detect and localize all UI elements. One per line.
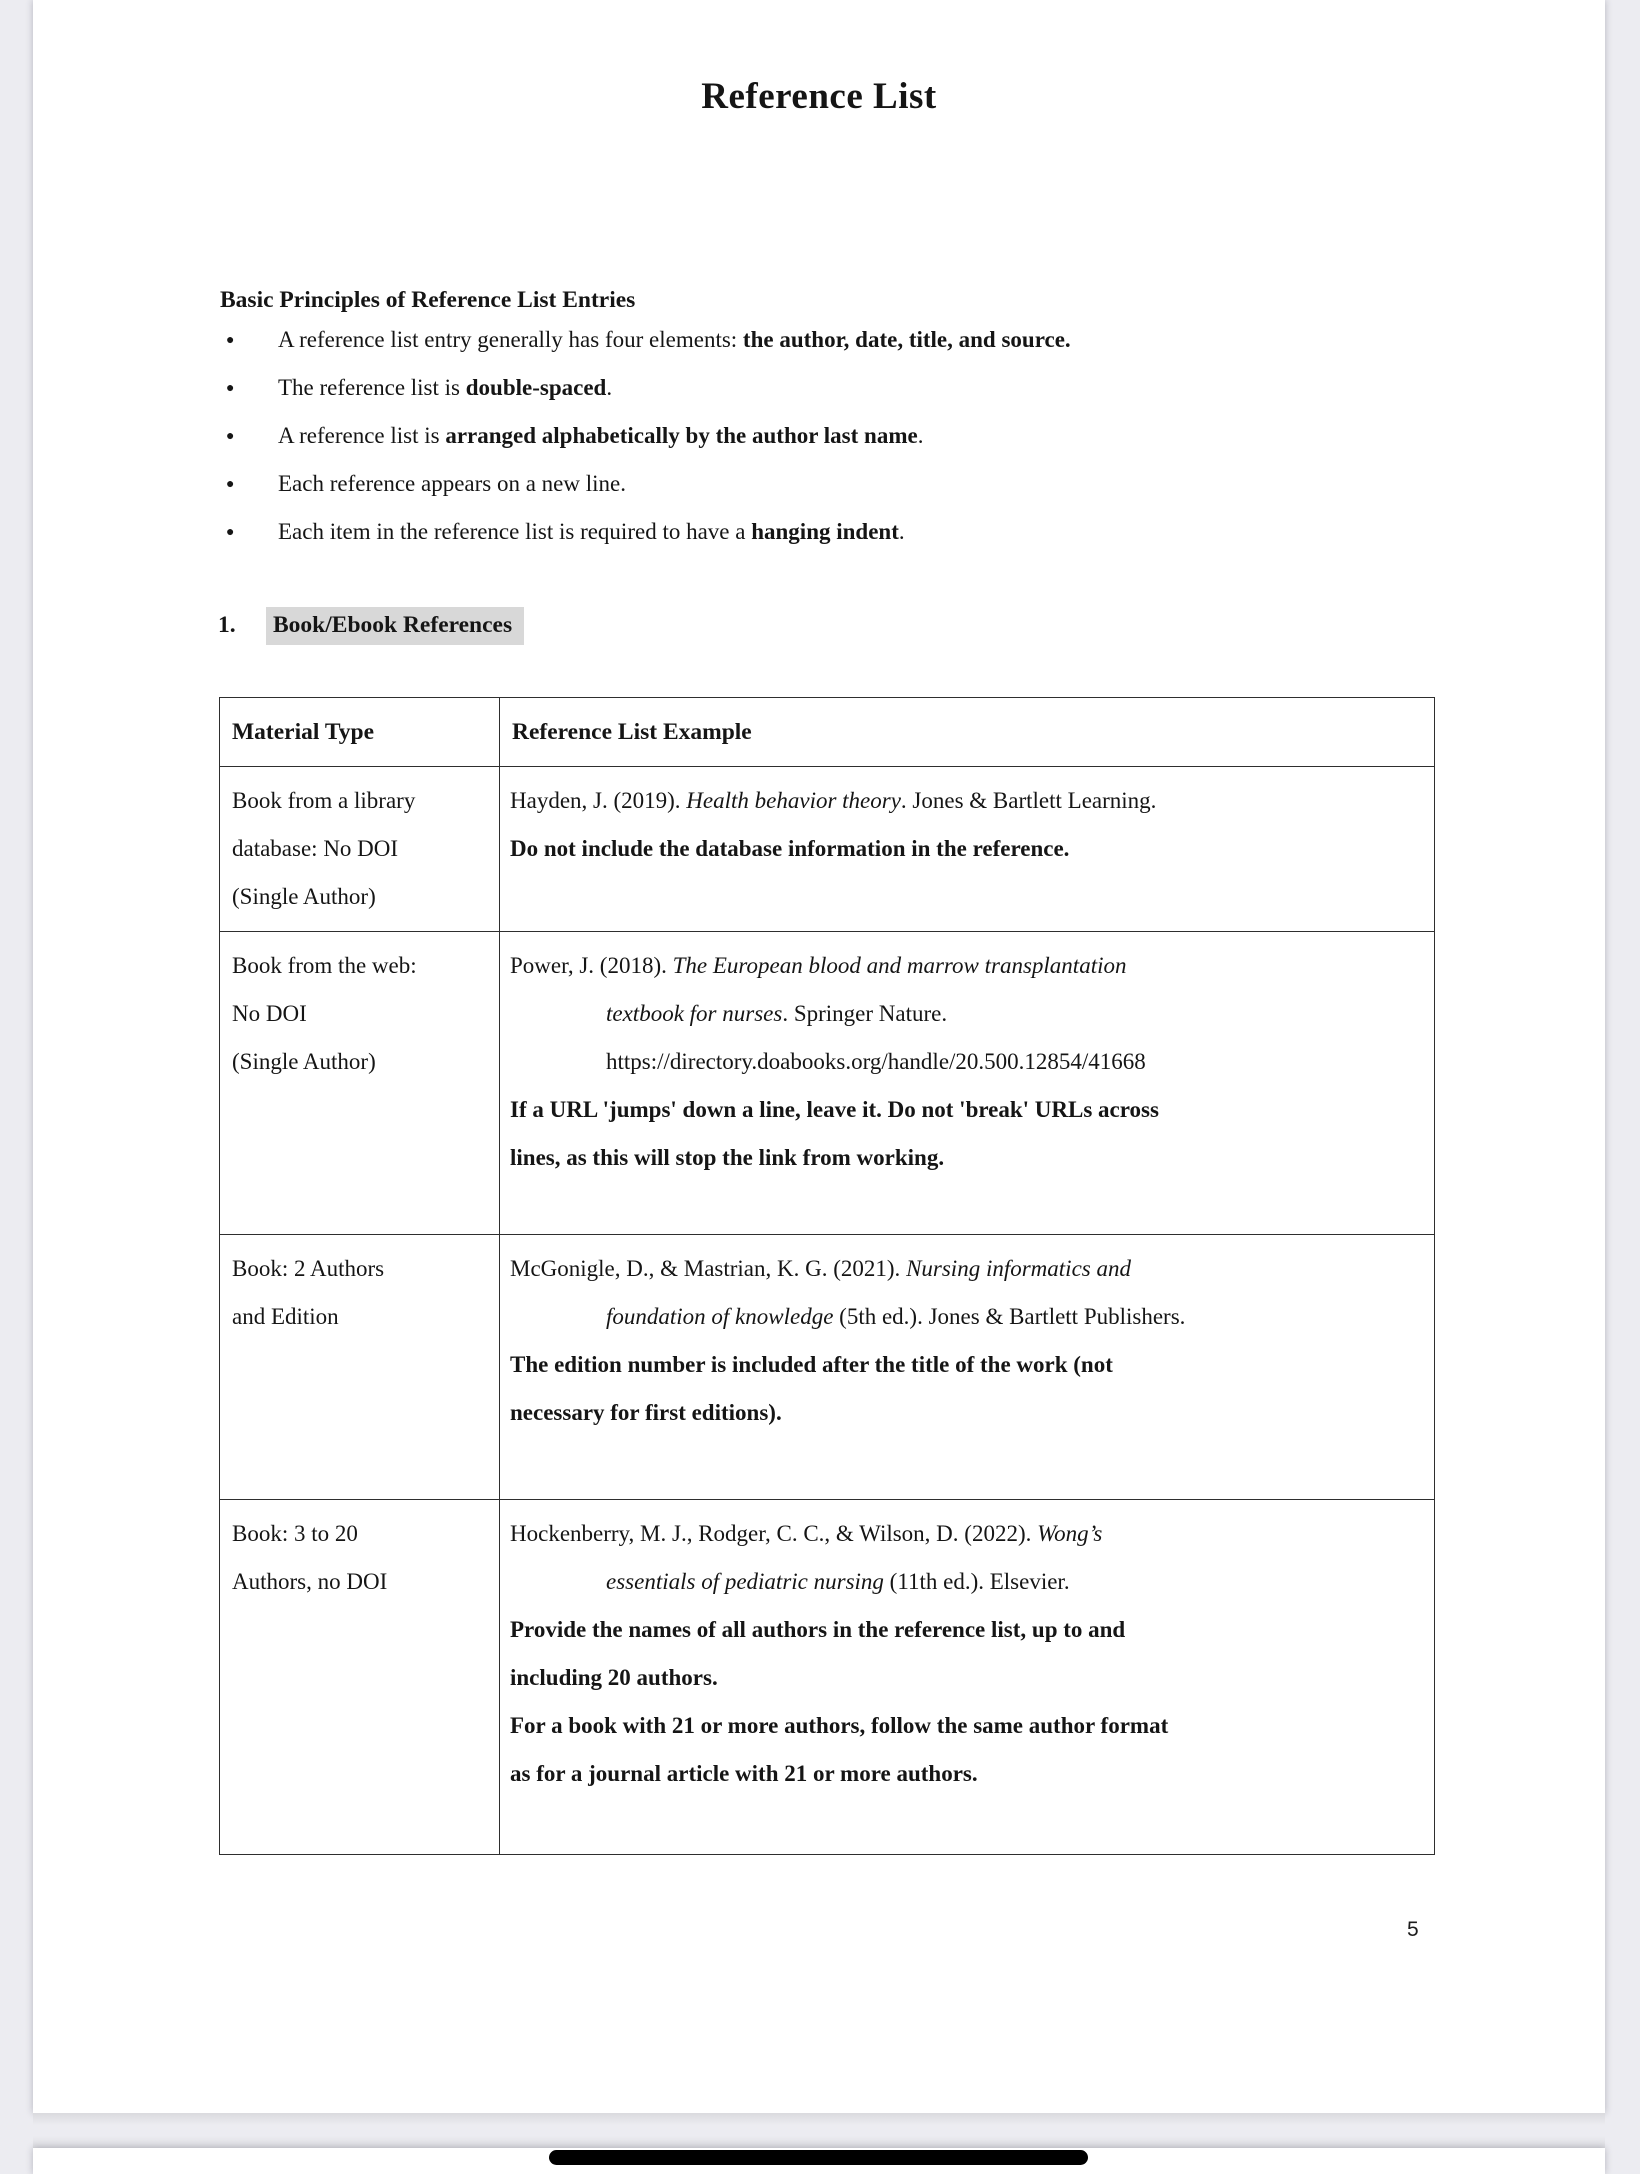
bullet-text-bold: hanging indent <box>751 519 899 544</box>
text-line: database: No DOI <box>232 836 399 861</box>
reference-text: McGonigle, D., & Mastrian, K. G. (2021). <box>510 1256 907 1281</box>
text-line <box>510 1038 1426 1086</box>
text-line <box>510 1654 1426 1702</box>
bullet-icon: ● <box>226 333 235 348</box>
table-header-example: Reference List Example <box>500 698 1435 767</box>
text-line <box>510 1510 1426 1558</box>
text-line <box>510 1437 1426 1485</box>
text-line: Book from the web: <box>232 953 417 978</box>
bullet-text <box>278 327 1071 352</box>
text-line <box>510 1558 1426 1606</box>
material-cell <box>220 767 500 932</box>
bullet-item <box>220 460 1450 508</box>
page-gap <box>33 2113 1605 2148</box>
reference-text: necessary for first editions). <box>510 1400 782 1425</box>
text-line: Book: 3 to 20 <box>232 1521 358 1546</box>
reference-url-link[interactable]: https://directory.doabooks.org/handle/20.500.12854/41668 <box>606 1049 1146 1074</box>
reference-title-italic: Wong’s <box>1037 1521 1103 1546</box>
principles-list <box>220 316 1450 556</box>
text-line <box>510 1341 1426 1389</box>
text-line: Book from a library <box>232 788 416 813</box>
text-line <box>510 1086 1426 1134</box>
reference-text: . Springer Nature. <box>782 1001 948 1026</box>
bullet-item <box>220 508 1450 556</box>
reference-title-italic: The European blood and marrow transplantation <box>672 953 1127 978</box>
bullet-text-regular: . <box>898 519 905 544</box>
bullet-text-regular: A reference list is <box>278 423 446 448</box>
text-line: (Single Author) <box>232 1049 376 1074</box>
bullet-text-regular: . <box>606 375 613 400</box>
example-cell <box>500 932 1435 1235</box>
bullet-text <box>278 471 626 496</box>
text-line <box>510 1606 1426 1654</box>
bullet-text-regular: A reference list entry generally has four elements: <box>278 327 743 352</box>
text-line <box>510 1798 1426 1846</box>
material-cell <box>220 1235 500 1500</box>
text-line: Authors, no DOI <box>232 1569 388 1594</box>
reference-text: (11th ed.). Elsevier. <box>883 1569 1070 1594</box>
section-number: 1. <box>218 612 236 638</box>
reference-table <box>219 697 1435 1855</box>
bullet-text-regular: Each reference appears on a new line. <box>278 471 626 496</box>
reference-text: For a book with 21 or more authors, follow the same author format <box>510 1713 1169 1738</box>
bullet-item <box>220 364 1450 412</box>
table-row <box>220 767 1435 932</box>
reference-table-body <box>220 767 1435 1855</box>
reference-text: Do not include the database information in the reference. <box>510 836 1070 861</box>
table-row <box>220 1235 1435 1500</box>
bullet-text-bold: arranged alphabetically by the author last name <box>445 423 918 448</box>
text-line <box>510 1134 1426 1182</box>
table-row <box>220 1500 1435 1855</box>
table-row <box>220 932 1435 1235</box>
text-line: No DOI <box>232 1001 307 1026</box>
bullet-text <box>278 423 923 448</box>
bullet-text-bold: double-spaced <box>465 375 607 400</box>
page-number: 5 <box>1407 1918 1419 1941</box>
bullet-text-regular: Each item in the reference list is required to have a <box>278 519 752 544</box>
page-title: Reference List <box>701 76 937 117</box>
reference-title-italic: essentials of pediatric nursing <box>606 1569 884 1594</box>
reference-title-italic: foundation of knowledge <box>606 1304 834 1329</box>
reference-text: Hockenberry, M. J., Rodger, C. C., & Wilson, D. (2022). <box>510 1521 1038 1546</box>
bullet-item <box>220 316 1450 364</box>
example-cell <box>500 1235 1435 1500</box>
bullet-text <box>278 519 905 544</box>
bullet-text-regular: The reference list is <box>278 375 466 400</box>
text-line <box>510 1293 1426 1341</box>
reference-text: Hayden, J. (2019). <box>510 788 687 813</box>
reference-text: The edition number is included after the title of the work (not <box>510 1352 1113 1377</box>
reference-text: . Jones & Bartlett Learning. <box>900 788 1157 813</box>
reference-text: including 20 authors. <box>510 1665 718 1690</box>
text-line <box>510 825 1426 873</box>
text-line <box>510 1702 1426 1750</box>
principles-heading: Basic Principles of Reference List Entries <box>220 287 636 313</box>
reference-text: Provide the names of all authors in the reference list, up to and <box>510 1617 1126 1642</box>
reference-text: as for a journal article with 21 or more authors. <box>510 1761 978 1786</box>
home-indicator[interactable] <box>549 2150 1088 2165</box>
bullet-icon: ● <box>226 477 235 492</box>
reference-text: If a URL 'jumps' down a line, leave it. Do not 'break' URLs across <box>510 1097 1159 1122</box>
text-line <box>510 1182 1426 1230</box>
text-line <box>510 990 1426 1038</box>
reference-text: lines, as this will stop the link from working. <box>510 1145 945 1170</box>
bullet-text <box>278 375 612 400</box>
material-cell <box>220 1500 500 1855</box>
reference-title-italic: Nursing informatics and <box>906 1256 1131 1281</box>
reference-title-italic: Health behavior theory <box>686 788 901 813</box>
text-line: and Edition <box>232 1304 339 1329</box>
text-line <box>510 1245 1426 1293</box>
text-line <box>510 1750 1426 1798</box>
example-cell <box>500 767 1435 932</box>
bullet-text-regular: . <box>917 423 924 448</box>
section-title: Book/Ebook References <box>266 607 524 645</box>
example-cell <box>500 1500 1435 1855</box>
reference-text: (5th ed.). Jones & Bartlett Publishers. <box>833 1304 1186 1329</box>
text-line <box>510 942 1426 990</box>
material-cell <box>220 932 500 1235</box>
text-line: Book: 2 Authors <box>232 1256 385 1281</box>
text-line <box>510 1389 1426 1437</box>
section-heading <box>218 603 524 647</box>
reference-text: Power, J. (2018). <box>510 953 673 978</box>
bullet-icon: ● <box>226 429 235 444</box>
principles-section <box>220 284 1450 556</box>
bullet-text-bold: the author, date, title, and source. <box>742 327 1071 352</box>
reference-title-italic: textbook for nurses <box>606 1001 783 1026</box>
bullet-icon: ● <box>226 525 235 540</box>
bullet-item <box>220 412 1450 460</box>
table-header-row <box>220 698 1435 767</box>
bullet-icon: ● <box>226 381 235 396</box>
document-page <box>33 0 1605 2113</box>
text-line <box>510 777 1426 825</box>
text-line: (Single Author) <box>232 884 376 909</box>
table-header-material: Material Type <box>220 698 500 767</box>
